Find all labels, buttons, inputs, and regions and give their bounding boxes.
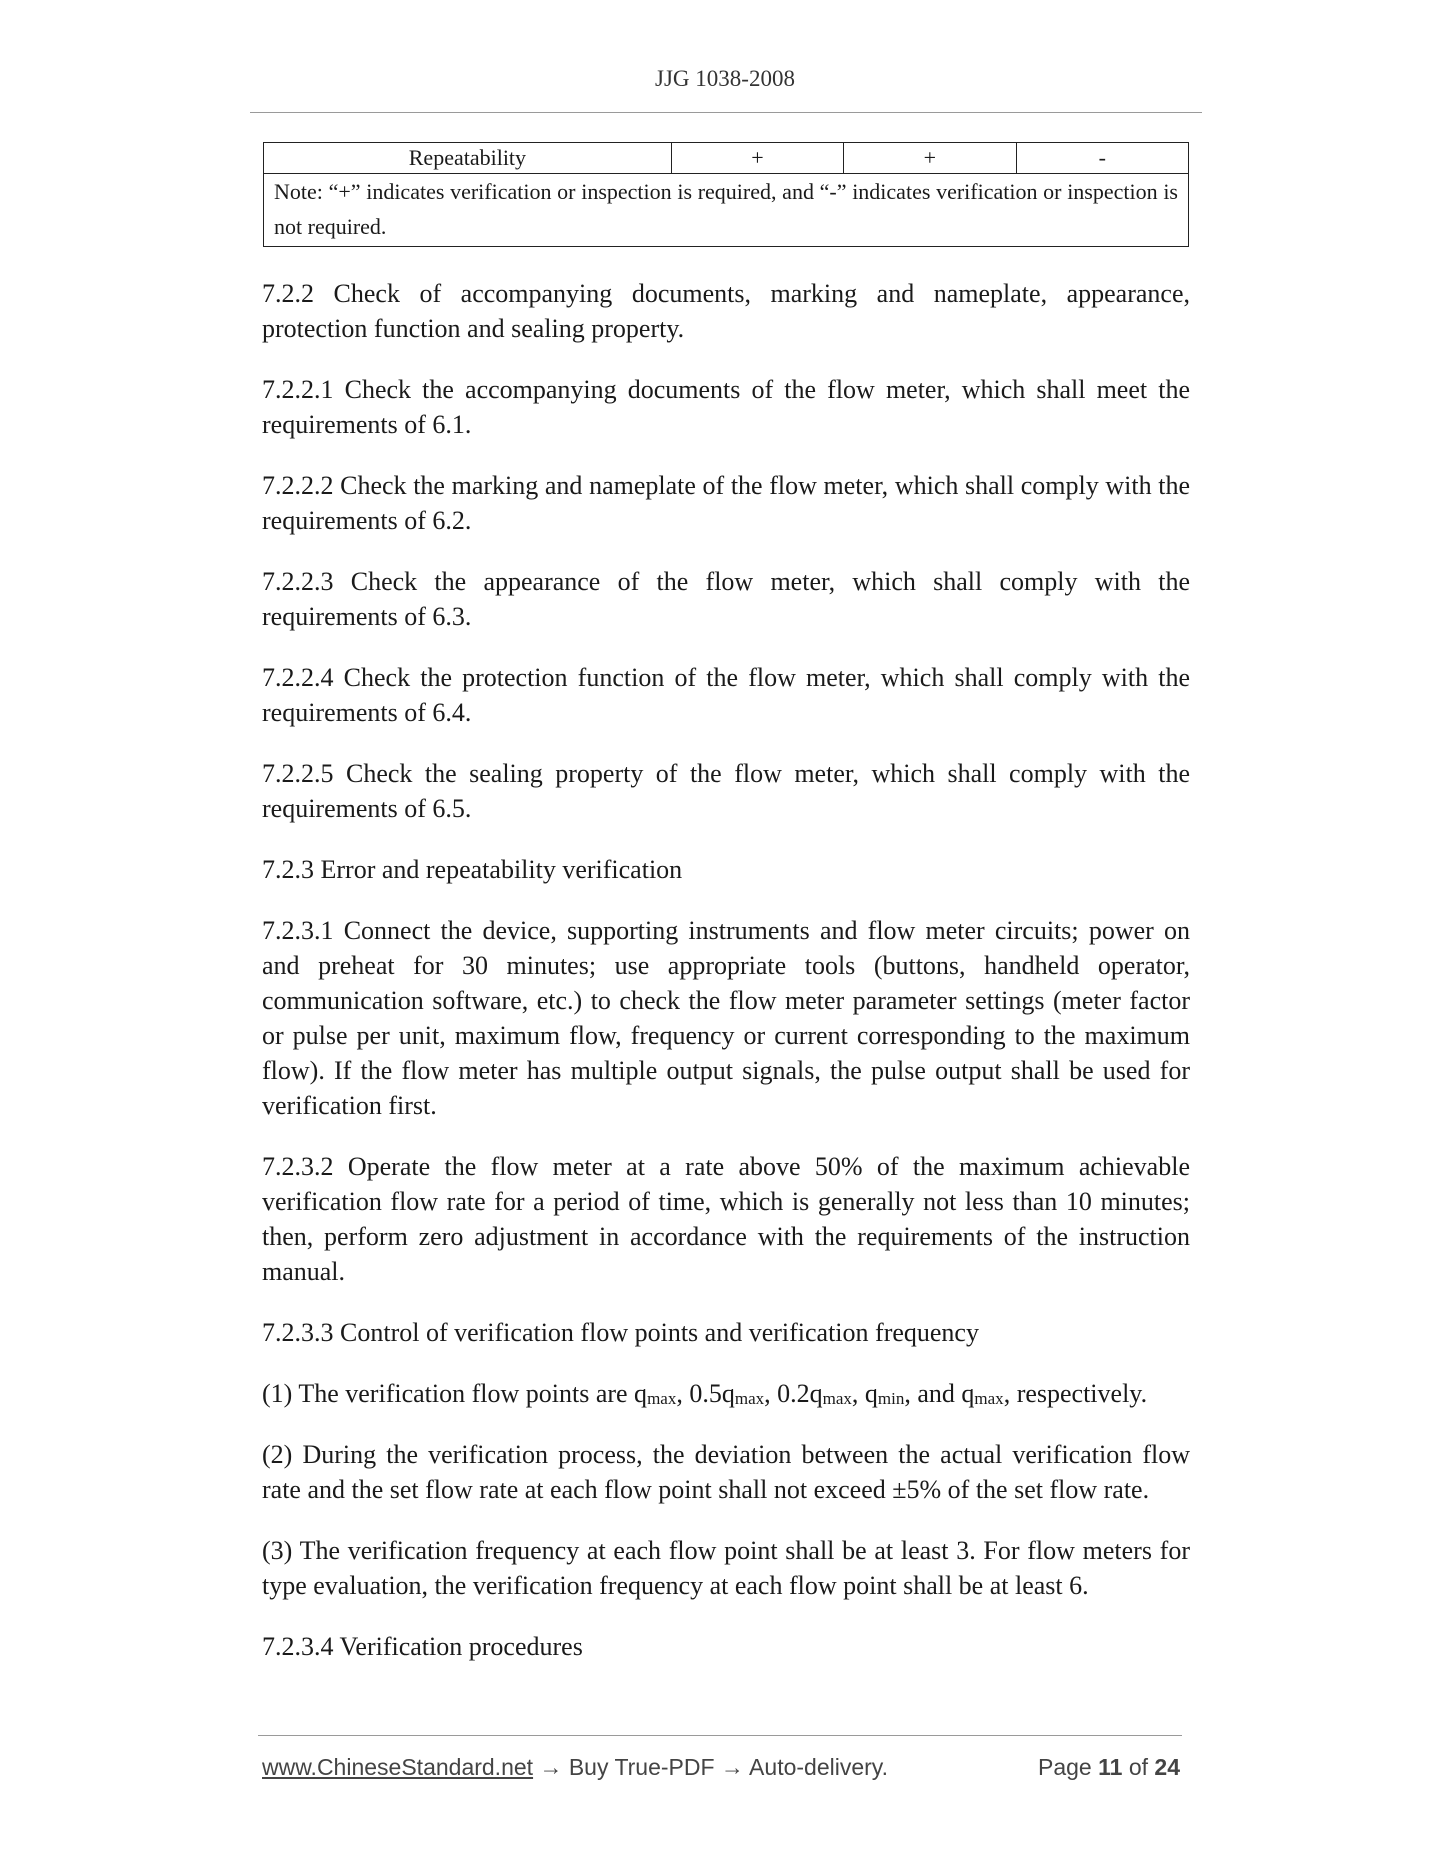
table-cell-item: Repeatability xyxy=(264,143,672,174)
current-page-number: 11 xyxy=(1098,1754,1123,1780)
document-code-header: JJG 1038-2008 xyxy=(655,66,795,91)
table-cell-col1: + xyxy=(671,143,843,174)
list-item-2: (2) During the verification process, the deviation between the actual verification flow rate and the set flow rate at each flow point shall not exceed ±5% of the set flow rate. xyxy=(262,1440,1190,1504)
table-cell-col2: + xyxy=(844,143,1016,174)
footer-promo xyxy=(262,1754,888,1781)
footer-promo-text: → Buy True-PDF → Auto-delivery. xyxy=(533,1754,888,1780)
list-item-3: (3) The verification frequency at each flow point shall be at least 3. For flow meters for type evaluation, the verification frequency at each flow point shall be at least 6. xyxy=(262,1536,1190,1600)
document-body xyxy=(262,276,1190,1690)
verification-items-table xyxy=(263,142,1189,247)
subscript-max: max xyxy=(822,1389,852,1408)
table-note-row xyxy=(264,174,1189,247)
subscript-max: max xyxy=(647,1389,677,1408)
list-item-1-text: , 0.5q xyxy=(676,1379,735,1408)
of-label: of xyxy=(1128,1754,1149,1780)
list-item-1-text: (1) The verification flow points are q xyxy=(262,1379,648,1408)
heading-7-2-3-3: 7.2.3.3 Control of verification flow points and verification frequency xyxy=(262,1318,979,1347)
paragraph-7-2-3-1: 7.2.3.1 Connect the device, supporting instruments and flow meter circuits; power on and preheat for 30 minutes; use appropriate tools (buttons, handheld operator, communication software, etc.) to check the flow meter parameter settings (meter factor or pulse per unit, maximum flow, frequency or current corresponding to the maximum flow). If the flow meter has multiple output signals, the pulse output shall be used for verification first. xyxy=(262,916,1190,1120)
website-link[interactable]: www.ChineseStandard.net xyxy=(262,1754,534,1780)
heading-7-2-3: 7.2.3 Error and repeatability verification xyxy=(262,855,683,884)
subscript-max: max xyxy=(734,1389,765,1408)
subscript-min: min xyxy=(877,1389,905,1408)
page-label: Page xyxy=(1038,1754,1092,1780)
footer-divider xyxy=(258,1735,1182,1736)
page-indicator xyxy=(1038,1754,1180,1781)
paragraph-7-2-2-2: 7.2.2.2 Check the marking and nameplate of the flow meter, which shall comply with the requirements of 6.2. xyxy=(262,471,1190,535)
list-item-1-text: , 0.2q xyxy=(764,1379,823,1408)
list-item-1-text: , q xyxy=(851,1379,878,1408)
paragraph-7-2-2-1: 7.2.2.1 Check the accompanying documents of the flow meter, which shall meet the requirements of 6.1. xyxy=(262,375,1190,439)
table-cell-col3: - xyxy=(1016,143,1188,174)
list-item-1-text: , and q xyxy=(904,1379,975,1408)
total-pages-number: 24 xyxy=(1154,1754,1180,1780)
paragraph-7-2-2-3: 7.2.2.3 Check the appearance of the flow meter, which shall comply with the requirements of 6.3. xyxy=(262,567,1190,631)
paragraph-7-2-2-5: 7.2.2.5 Check the sealing property of the flow meter, which shall comply with the requirements of 6.5. xyxy=(262,759,1190,823)
heading-7-2-3-4: 7.2.3.4 Verification procedures xyxy=(262,1632,583,1661)
paragraph-7-2-2-4: 7.2.2.4 Check the protection function of the flow meter, which shall comply with the requirements of 6.4. xyxy=(262,663,1190,727)
paragraph-7-2-3-2: 7.2.3.2 Operate the flow meter at a rate above 50% of the maximum achievable verification flow rate for a period of time, which is generally not less than 10 minutes; then, perform zero adjustment in accordance with the requirements of the instruction manual. xyxy=(262,1152,1190,1286)
paragraph-7-2-2: 7.2.2 Check of accompanying documents, marking and nameplate, appearance, protection function and sealing property. xyxy=(262,279,1190,343)
header-divider xyxy=(250,112,1202,113)
table-note: Note: “+” indicates verification or inspection is required, and “-” indicates verification or inspection is not required. xyxy=(264,174,1189,247)
table-row xyxy=(264,143,1189,174)
subscript-max: max xyxy=(974,1389,1004,1408)
list-item-1-text: , respectively. xyxy=(1003,1379,1148,1408)
list-item-1 xyxy=(262,1376,1190,1411)
